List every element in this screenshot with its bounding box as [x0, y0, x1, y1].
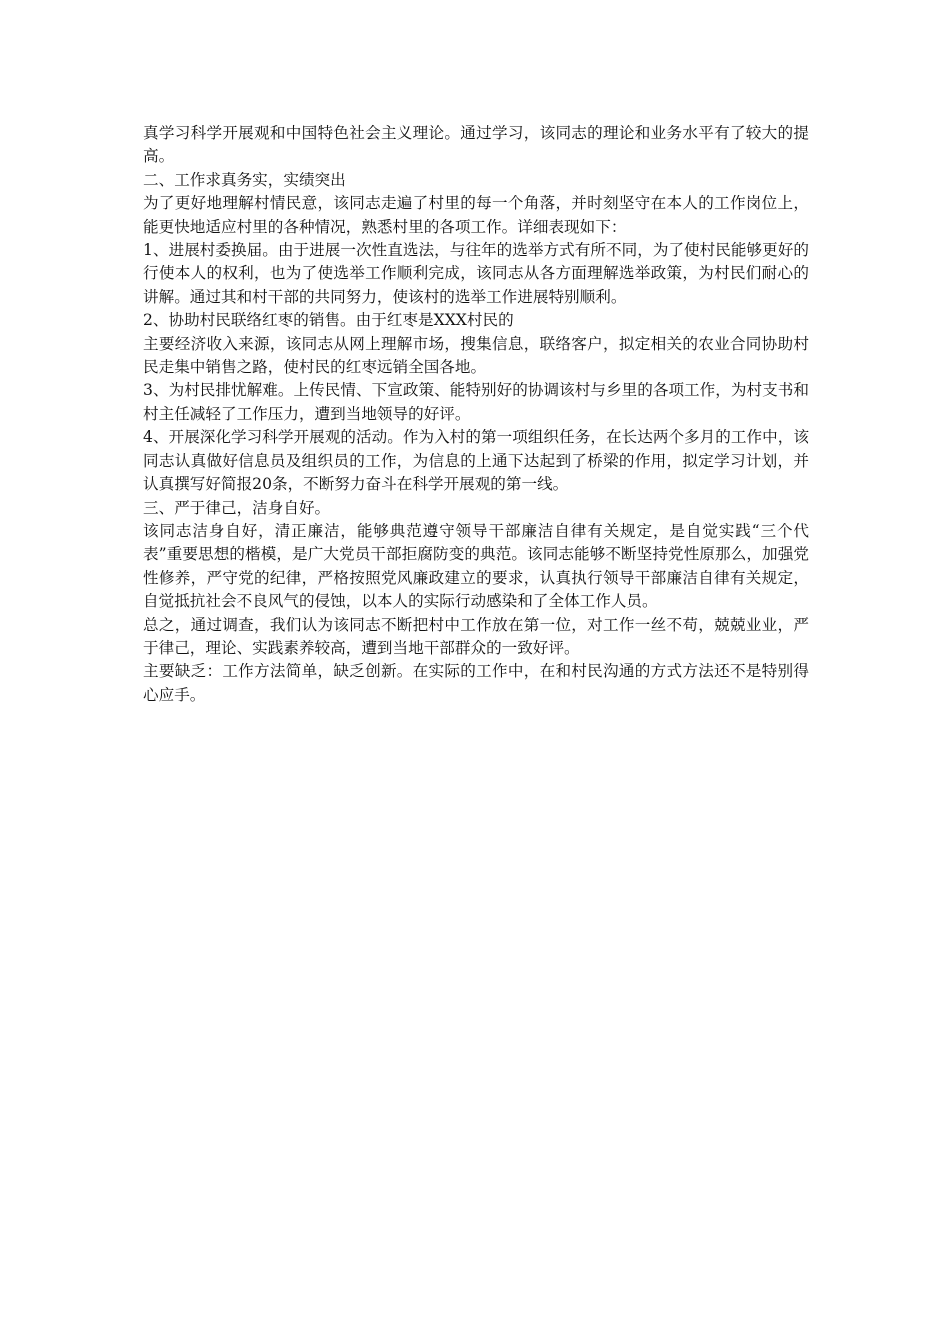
paragraph-item-election: 1、进展村委换届。由于进展一次性直选法，与往年的选举方式有所不同，为了使村民能够更好的行使本人的权利，也为了使选举工作顺利完成，该同志从各方面理解选举政策，为村民们耐心的讲解。通过其和村干部的共同努力，使该村的选举工作进展特别顺利。	[143, 241, 809, 306]
section-heading-discipline: 三、严于律己，洁身自好。	[143, 498, 331, 517]
paragraph-item-villager-help: 3、为村民排忧解难。上传民情、下宣政策、能特别好的协调该村与乡里的各项工作，为村支书和村主任减轻了工作压力，遭到当地领导的好评。	[143, 381, 809, 423]
document-body	[143, 122, 809, 707]
section-heading-work: 二、工作求真务实，实绩突出	[143, 170, 346, 189]
paragraph-item-study-activity: 4、开展深化学习科学开展观的活动。作为入村的第一项组织任务，在长达两个多月的工作中，该同志认真做好信息员及组织员的工作，为信息的上通下达起到了桥梁的作用，拟定学习计划，并认真撰写好简报20条，不断努力奋斗在科学开展观的第一线。	[143, 428, 809, 494]
paragraph-summary: 总之，通过调查，我们认为该同志不断把村中工作放在第一位，对工作一丝不苟，兢兢业业，严于律己，理论、实践素养较高，遭到当地干部群众的一致好评。	[143, 615, 809, 657]
paragraph-jujube-continuation: 主要经济收入来源，该同志从网上理解市场，搜集信息，联络客户，拟定相关的农业合同协助村民走集中销售之路，使村民的红枣远销全国各地。	[143, 334, 809, 377]
paragraph-study-continuation: 真学习科学开展观和中国特色社会主义理论。通过学习，该同志的理论和业务水平有了较大的提高。	[143, 124, 809, 166]
paragraph-integrity: 该同志洁身自好，清正廉洁，能够典范遵守领导干部廉洁自律有关规定，是自觉实践“三个代表”重要思想的楷模，是广大党员干部拒腐防变的典范。该同志能够不断坚持党性原那么，加强党性修养，严守党的纪律，严格按照党风廉政建立的要求，认真执行领导干部廉洁自律有关规定，自觉抵抗社会不良风气的侵蚀，以本人的实际行动感染和了全体工作人员。	[143, 521, 809, 611]
paragraph-item-jujube-sales: 2、协助村民联络红枣的销售。由于红枣是XXX村民的	[143, 311, 514, 330]
paragraph-shortcomings: 主要缺乏：工作方法简单，缺乏创新。在实际的工作中，在和村民沟通的方式方法还不是特别得心应手。	[143, 662, 809, 704]
paragraph-work-intro: 为了更好地理解村情民意，该同志走遍了村里的每一个角落，并时刻坚守在本人的工作岗位上，能更快地适应村里的各种情况，熟悉村里的各项工作。详细表现如下：	[143, 194, 809, 236]
